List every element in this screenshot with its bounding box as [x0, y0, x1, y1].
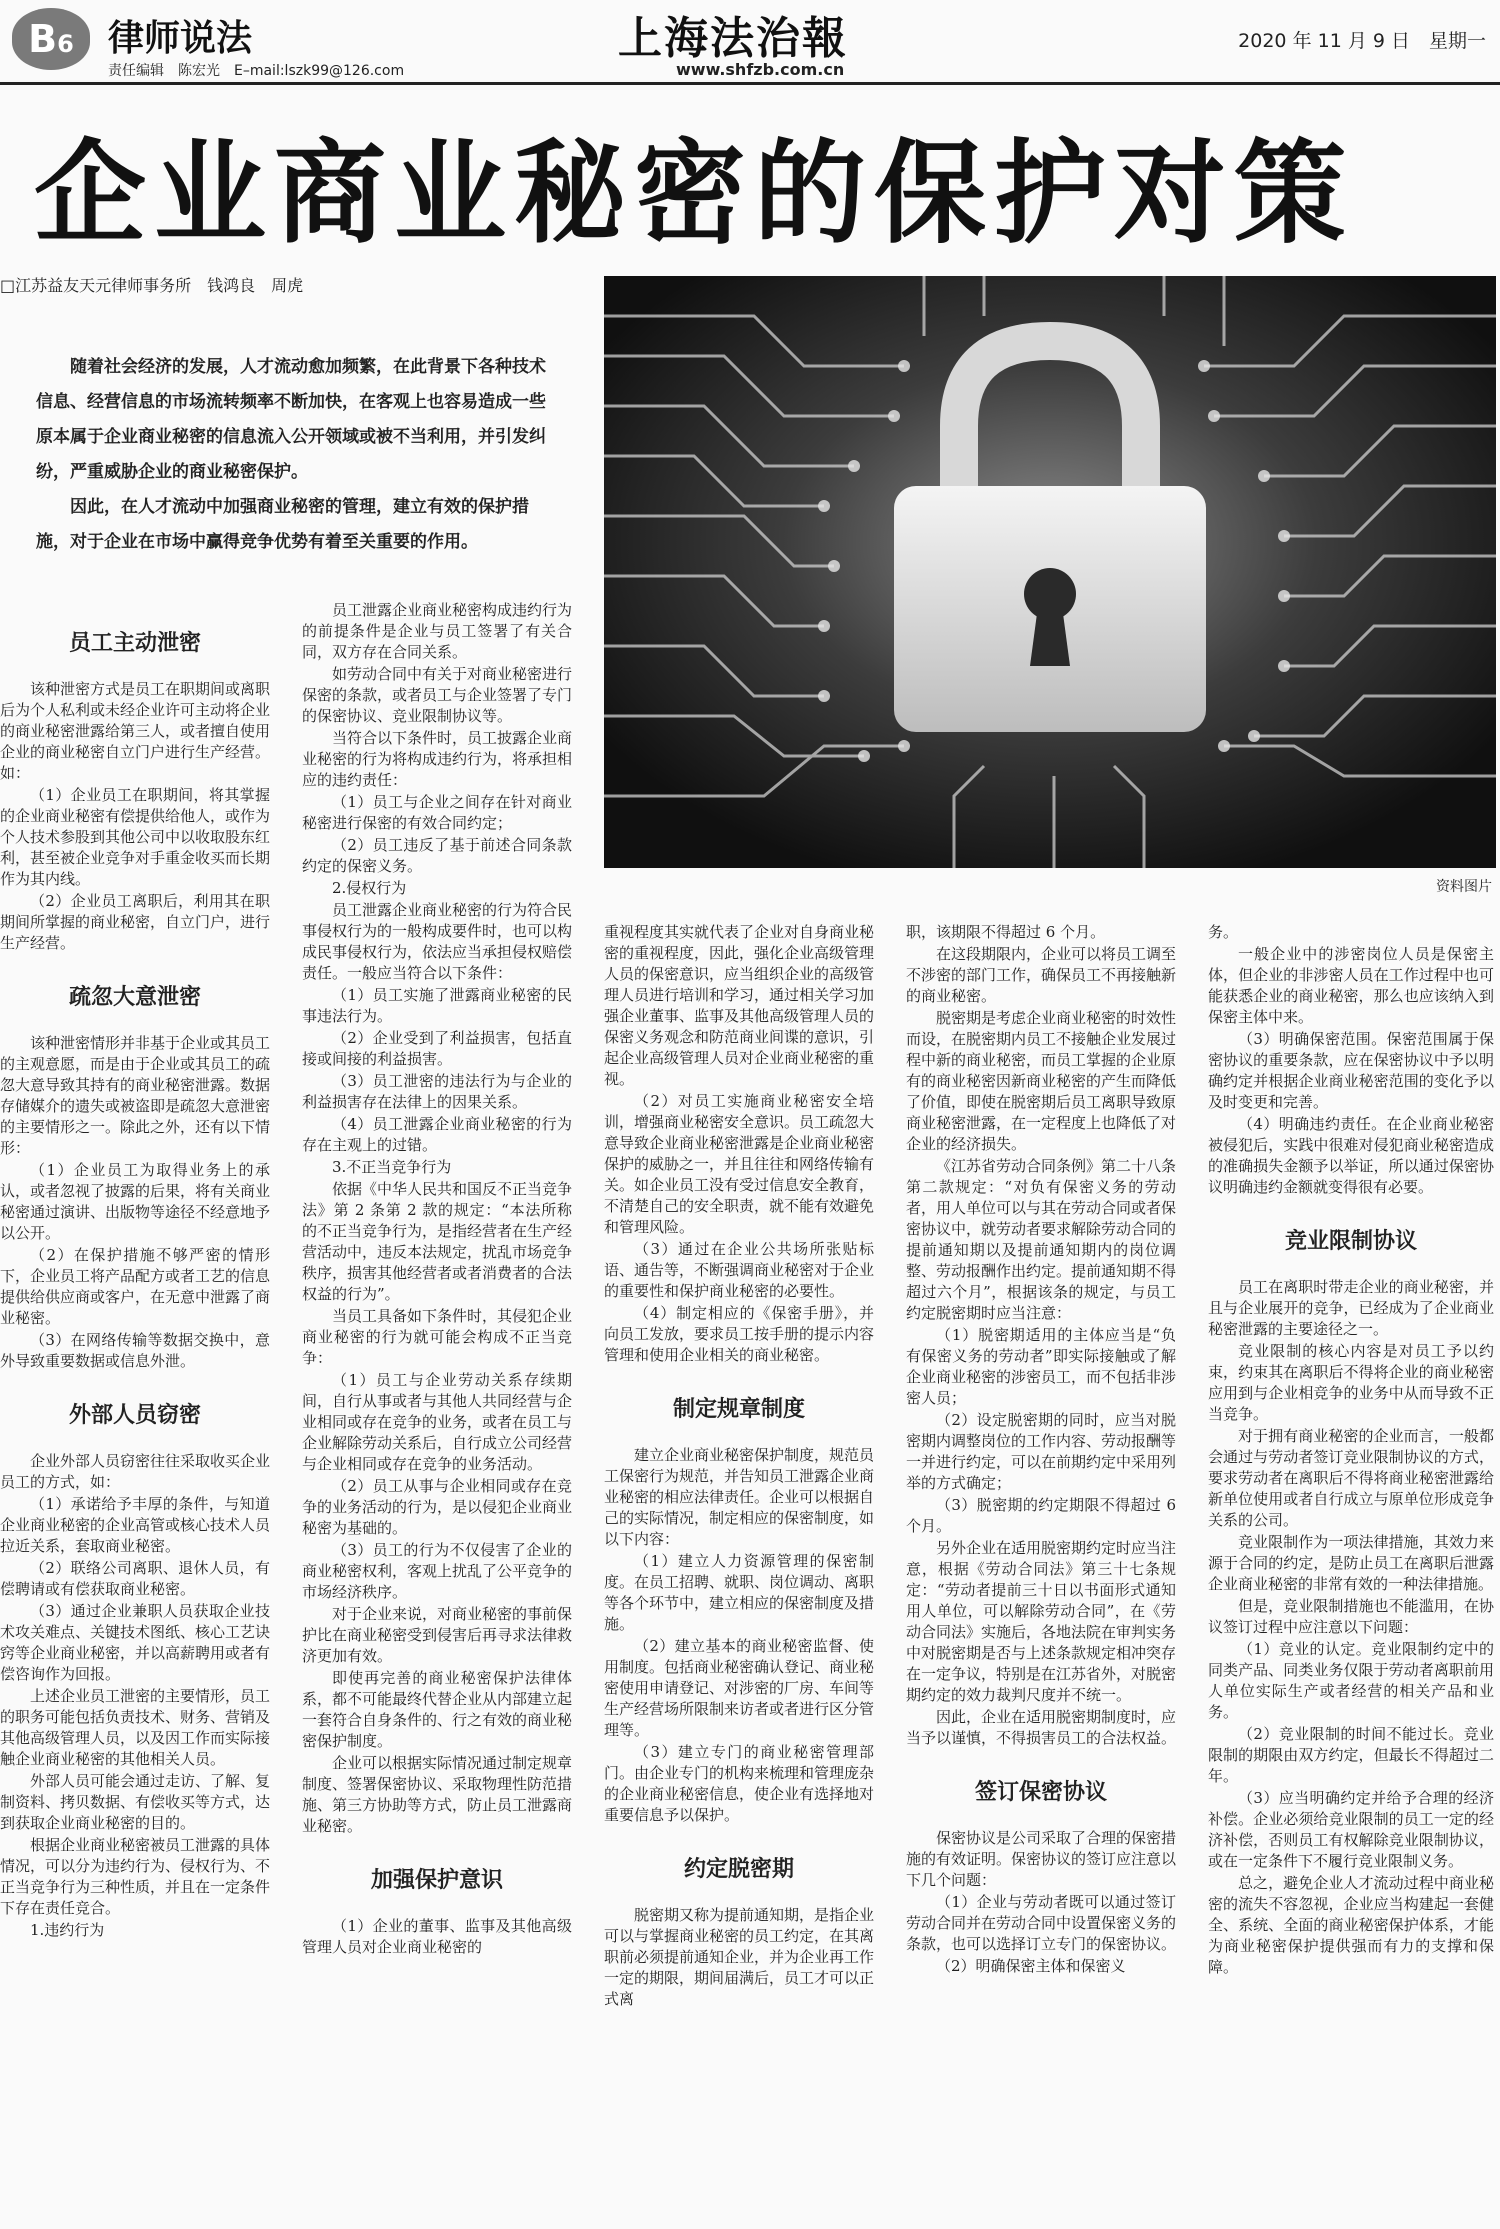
paragraph: （3）脱密期的约定期限不得超过 6 个月。	[906, 1496, 1176, 1535]
section-heading: 竞业限制协议	[1284, 1229, 1417, 1254]
page-number-badge	[12, 8, 90, 70]
paragraph: （4）制定相应的《保密手册》，并向员工发放，要求员工按手册的提示内容管理和使用企业相关的商业秘密。	[604, 1304, 875, 1364]
paragraph: （3）员工的行为不仅侵害了企业的商业秘密权利，客观上扰乱了公平竞争的市场经济秩序。	[302, 1541, 573, 1601]
paragraph: （2）员工违反了基于前述合同条款约定的保密义务。	[302, 836, 572, 875]
paragraph: 脱密期是考虑企业商业秘密的时效性而设，在脱密期内员工不接触企业发展过程中新的商业秘密，而员工掌握的企业原有的商业秘密因新商业秘密的产生而降低了价值，即使在脱密期后员工离职导致原商业秘密泄露，在一定程度上也降低了对企业的经济损失。	[906, 1009, 1177, 1153]
paragraph: 该种泄密情形并非基于企业或其员工的主观意愿，而是由于企业或其员工的疏忽大意导致其持有的商业秘密泄露。数据存储媒介的遗失或被盗即是疏忽大意泄密的主要情形之一。除此之外，还有以下情形：	[0, 1034, 271, 1157]
paragraph: （1）竞业的认定。竞业限制约定中的同类产品、同类业务仅限于劳动者离职前用人单位实际生产或者经营的相关产品和业务。	[1208, 1640, 1494, 1721]
paragraph: 如劳动合同中有关于对商业秘密进行保密的条款，或者员工与企业签署了专门的保密协议、竞业限制协议等。	[302, 665, 573, 725]
paragraph: （1）企业与劳动者既可以通过签订劳动合同并在劳动合同中设置保密义务的条款，也可以选择订立专门的保密协议。	[906, 1893, 1177, 1953]
paragraph: （2）企业受到了利益损害，包括直接或间接的利益损害。	[302, 1029, 572, 1068]
issue-date: 2020 年 11 月 9 日 星期一	[1238, 30, 1486, 52]
newspaper-masthead: 上海法治報	[618, 13, 848, 64]
paragraph: 外部人员可能会通过走访、了解、复制资料、拷贝数据、有偿收买等方式，达到获取企业商业秘密的目的。	[0, 1772, 271, 1832]
paragraph: （3）建立专门的商业秘密管理部门。由企业专门的机构来梳理和管理庞杂的企业商业秘密信息，使企业有选择地对重要信息予以保护。	[604, 1743, 875, 1824]
section-heading: 外部人员窃密	[68, 1403, 201, 1428]
intro-paragraph: 因此，在人才流动中加强商业秘密的管理，建立有效的保护措施，对于企业在市场中赢得竞争优势有着至关重要的作用。	[36, 497, 529, 552]
page-header	[0, 0, 1500, 78]
paragraph: （2）建立基本的商业秘密监督、使用制度。包括商业秘密确认登记、商业秘密使用申请登记、对涉密的厂房、车间等生产经营场所限制来访者或者进行区分管理等。	[604, 1637, 875, 1739]
paragraph: 保密协议是公司采取了合理的保密措施的有效证明。保密协议的签订应注意以下几个问题：	[906, 1829, 1177, 1889]
paragraph: （1）企业员工为取得业务上的承认，或者忽视了披露的后果，将有关商业秘密通过演讲、出版物等途径不经意地予以公开。	[0, 1161, 271, 1242]
website-url: www.shfzb.com.cn	[676, 60, 845, 79]
paragraph: （2）竞业限制的时间不能过长。竞业限制的期限由双方约定，但最长不得超过二年。	[1208, 1725, 1494, 1785]
paragraph: 1.违约行为	[30, 1921, 105, 1939]
paragraph: （1）员工实施了泄露商业秘密的民事违法行为。	[302, 986, 572, 1025]
paragraph: 员工泄露企业商业秘密构成违约行为的前提条件是企业与员工签署了有关合同，双方存在合同关系。	[302, 601, 573, 661]
paragraph: 该种泄密方式是员工在职期间或离职后为个人私利或未经企业许可主动将企业的商业秘密泄露给第三人，或者擅自使用企业的商业秘密自立门户进行生产经营。如：	[0, 680, 271, 782]
paragraph: （2）联络公司离职、退休人员，有偿聘请或有偿获取商业秘密。	[0, 1559, 270, 1598]
padlock-illustration	[604, 276, 1496, 868]
page-number: 6	[57, 30, 74, 58]
paragraph: 企业可以根据实际情况通过制定规章制度、签署保密协议、采取物理性防范措施、第三方协助等方式，防止员工泄露商业秘密。	[302, 1754, 573, 1835]
paragraph: （2）在保护措施不够严密的情形下，企业员工将产品配方或者工艺的信息提供给供应商或客户，在无意中泄露了商业秘密。	[0, 1246, 271, 1327]
paragraph: （4）明确违约责任。在企业商业秘密被侵犯后，实践中很难对侵犯商业秘密造成的准确损失金额予以举证，所以通过保密协议明确违约金额就变得很有必要。	[1208, 1115, 1494, 1196]
paragraph: 一般企业中的涉密岗位人员是保密主体，但企业的非涉密人员在工作过程中也可能获悉企业的商业秘密，那么也应该纳入到保密主体中来。	[1208, 945, 1494, 1026]
paragraph: 当符合以下条件时，员工披露企业商业秘密的行为将构成违约行为，将承担相应的违约责任：	[302, 729, 573, 789]
paragraph: 上述企业员工泄密的主要情形，员工的职务可能包括负责技术、财务、营销及其他高级管理人员，以及因工作而实际接触企业商业秘密的其他相关人员。	[0, 1687, 271, 1768]
paragraph: 竞业限制的核心内容是对员工予以约束，约束其在离职后不得将企业的商业秘密应用到与企业相竞争的业务中从而导致不正当竞争。	[1208, 1342, 1494, 1423]
paragraph: 竞业限制作为一项法律措施，其效力来源于合同的约定，是防止员工在离职后泄露企业商业秘密的非常有效的一种法律措施。	[1208, 1533, 1494, 1593]
paragraph: （1）企业的董事、监事及其他高级管理人员对企业商业秘密的	[302, 1917, 572, 1956]
paragraph: 企业外部人员窃密往往采取收买企业员工的方式，如：	[0, 1452, 271, 1491]
paragraph: 职，该期限不得超过 6 个月。	[906, 923, 1106, 941]
paragraph: （2）企业员工离职后，利用其在职期间所掌握的商业秘密，自立门户，进行生产经营。	[0, 892, 271, 952]
photo-credit: 资料图片	[1436, 879, 1492, 895]
article-byline: □江苏益友天元律师事务所 钱鸿良 周虎	[0, 276, 304, 295]
paragraph: （1）建立人力资源管理的保密制度。在员工招聘、就职、岗位调动、离职等各个环节中，建立相应的保密制度及措施。	[604, 1552, 875, 1633]
article-column-3	[604, 922, 874, 2011]
paragraph: 《江苏省劳动合同条例》第二十八条第二款规定：“对负有保密义务的劳动者，用人单位可以与其在劳动合同或者保密协议中，就劳动者要求解除劳动合同的提前通知期以及提前通知期内的岗位调整、劳动报酬作出约定。提前通知期不得超过六个月”，根据该条的规定，与员工约定脱密期时应当注意：	[906, 1157, 1177, 1322]
paragraph: 因此，企业在适用脱密期制度时，应当予以谨慎，不得损害员工的合法权益。	[906, 1708, 1177, 1747]
padlock-circuit-photo	[604, 276, 1496, 868]
paragraph: 对于企业来说，对商业秘密的事前保护比在商业秘密受到侵害后再寻求法律救济更加有效。	[302, 1605, 573, 1665]
page-letter: B	[28, 17, 58, 61]
section-heading: 约定脱密期	[683, 1857, 794, 1882]
paragraph: （3）在网络传输等数据交换中，意外导致重要数据或信息外泄。	[0, 1331, 270, 1370]
section-heading: 疏忽大意泄密	[68, 985, 201, 1010]
paragraph: （2）对员工实施商业秘密安全培训，增强商业秘密安全意识。员工疏忽大意导致企业商业秘密泄露是企业商业秘密保护的威胁之一，并且往往和网络传输有关。如企业员工没有受过信息安全教育，不清楚自己的安全职责，就不能有效避免和管理风险。	[604, 1092, 875, 1236]
paragraph: 员工泄露企业商业秘密的行为符合民事侵权行为的一般构成要件时，也可以构成民事侵权行为，依法应当承担侵权赔偿责任。一般应当符合以下条件：	[302, 901, 573, 982]
paragraph: 对于拥有商业秘密的企业而言，一般都会通过与劳动者签订竞业限制协议的方式，要求劳动者在离职后不得将商业秘密泄露给新单位使用或者自行成立与原单位形成竞争关系的公司。	[1208, 1427, 1494, 1529]
paragraph: （1）脱密期适用的主体应当是“负有保密义务的劳动者”即实际接触或了解企业商业秘密的涉密员工，而不包括非涉密人员；	[906, 1326, 1177, 1407]
paragraph: 脱密期又称为提前通知期，是指企业可以与掌握商业秘密的员工约定，在其离职前必须提前通知企业，并为企业再工作一定的期限，期间届满后，员工才可以正式离	[604, 1906, 875, 2008]
paragraph: （3）员工泄密的违法行为与企业的利益损害存在法律上的因果关系。	[302, 1072, 572, 1111]
paragraph: （1）企业员工在职期间，将其掌握的企业商业秘密有偿提供给他人，或作为个人技术参股到其他公司中以收取股东红利，甚至被企业竞争对手重金收买而长期作为其内线。	[0, 786, 271, 888]
section-heading: 签订保密协议	[974, 1780, 1107, 1805]
paragraph: 总之，避免企业人才流动过程中商业秘密的流失不容忽视，企业应当构建起一套健全、系统、全面的商业秘密保护体系，才能为商业秘密保护提供强而有力的支撑和保障。	[1208, 1874, 1494, 1976]
paragraph: （2）明确保密主体和保密义	[936, 1957, 1126, 1975]
paragraph: 另外企业在适用脱密期约定时应当注意，根据《劳动合同法》第三十七条规定：“劳动者提前三十日以书面形式通知用人单位，可以解除劳动合同”，在《劳动合同法》实施后，各地法院在审判实务中对脱密期是否与上述条款规定相冲突存在一定争议，特别是在江苏省外，对脱密期约定的效力裁判尺度并不统一。	[906, 1539, 1177, 1704]
article-column-5	[1208, 922, 1494, 1979]
paragraph: （1）承诺给予丰厚的条件，与知道企业商业秘密的企业高管或核心技术人员拉近关系，套取商业秘密。	[0, 1495, 271, 1555]
paragraph: 重视程度其实就代表了企业对自身商业秘密的重视程度，因此，强化企业高级管理人员的保密意识，应当组织企业的高级管理人员进行培训和学习，通过相关学习加强企业董事、监事及其他高级管理人员的保密义务观念和防范商业间谍的意识，引起企业高级管理人员对企业商业秘密的重视。	[604, 923, 875, 1088]
paragraph: 当员工具备如下条件时，其侵犯企业商业秘密的行为就可能会构成不正当竞争：	[302, 1307, 573, 1367]
paragraph: 3.不正当竞争行为	[332, 1158, 452, 1176]
paragraph: 务。	[1208, 923, 1239, 941]
paragraph: 根据企业商业秘密被员工泄露的具体情况，可以分为违约行为、侵权行为、不正当竞争行为三种性质，并且在一定条件下存在责任竞合。	[0, 1836, 271, 1917]
section-heading: 员工主动泄密	[68, 631, 201, 656]
paragraph: 依据《中华人民共和国反不正当竞争法》第 2 条第 2 款的规定：“本法所称的不正当竞争行为，是指经营者在生产经营活动中，违反本法规定，扰乱市场竞争秩序，损害其他经营者或者消费者的合法权益的行为”。	[302, 1180, 573, 1303]
paragraph: （2）员工从事与企业相同或存在竞争的业务活动的行为，是以侵犯企业商业秘密为基础的。	[302, 1477, 573, 1537]
article-column-4	[906, 922, 1176, 1978]
section-heading: 制定规章制度	[672, 1397, 805, 1422]
section-title: 律师说法	[108, 18, 253, 59]
article-headline: 企业商业秘密的保护对策	[34, 129, 1354, 259]
intro-paragraph: 随着社会经济的发展，人才流动愈加频繁，在此背景下各种技术信息、经营信息的市场流转频率不断加快，在客观上也容易造成一些原本属于企业商业秘密的信息流入公开领域或被不当利用，并引发纠纷，严重威胁企业的商业秘密保护。	[36, 357, 546, 482]
paragraph: 但是，竞业限制措施也不能滥用，在协议签订过程中应注意以下问题：	[1208, 1597, 1494, 1636]
header-rule	[0, 82, 1500, 85]
paragraph: 2.侵权行为	[332, 879, 407, 897]
paragraph: （3）应当明确约定并给予合理的经济补偿。企业必须给竞业限制的员工一定的经济补偿，否则员工有权解除竞业限制协议，或在一定条件下不履行竞业限制义务。	[1208, 1789, 1494, 1870]
paragraph: （3）通过在企业公共场所张贴标语、通告等，不断强调商业秘密对于企业的重要性和保护商业秘密的必要性。	[604, 1240, 875, 1300]
paragraph: （3）通过企业兼职人员获取企业技术攻关难点、关键技术图纸、核心工艺诀窍等企业商业秘密，并以高薪聘用或者有偿咨询作为回报。	[0, 1602, 271, 1683]
section-heading: 加强保护意识	[370, 1868, 503, 1893]
editor-credit: 责任编辑 陈宏光 E–mail:lszk99@126.com	[108, 63, 405, 79]
paragraph: （3）明确保密范围。保密范围属于保密协议的重要条款，应在保密协议中予以明确约定并根据企业商业秘密范围的变化予以及时变更和完善。	[1208, 1030, 1494, 1111]
paragraph: 即使再完善的商业秘密保护法律体系，都不可能最终代替企业从内部建立起一套符合自身条件的、行之有效的商业秘密保护制度。	[302, 1669, 573, 1750]
paragraph: （4）员工泄露企业商业秘密的行为存在主观上的过错。	[302, 1115, 572, 1154]
paragraph: （1）员工与企业之间存在针对商业秘密进行保密的有效合同约定；	[302, 793, 572, 832]
paragraph: 员工在离职时带走企业的商业秘密，并且与企业展开的竞争，已经成为了企业商业秘密泄露的主要途径之一。	[1208, 1278, 1494, 1338]
paragraph: （2）设定脱密期的同时，应当对脱密期内调整岗位的工作内容、劳动报酬等一并进行约定，可以在前期约定中采用列举的方式确定；	[906, 1411, 1177, 1492]
article-column-2	[302, 600, 572, 1959]
article-intro	[36, 350, 546, 560]
paragraph: 在这段期限内，企业可以将员工调至不涉密的部门工作，确保员工不再接触新的商业秘密。	[906, 945, 1177, 1005]
article-column-1	[0, 600, 270, 1942]
paragraph: 建立企业商业秘密保护制度，规范员工保密行为规范，并告知员工泄露企业商业秘密的相应法律责任。企业可以根据自己的实际情况，制定相应的保密制度，如以下内容：	[604, 1446, 875, 1548]
paragraph: （1）员工与企业劳动关系存续期间，自行从事或者与其他人共同经营与企业相同或存在竞争的业务，或者在员工与企业解除劳动关系后，自行成立公司经营与企业相同或存在竞争的业务活动。	[302, 1371, 573, 1473]
